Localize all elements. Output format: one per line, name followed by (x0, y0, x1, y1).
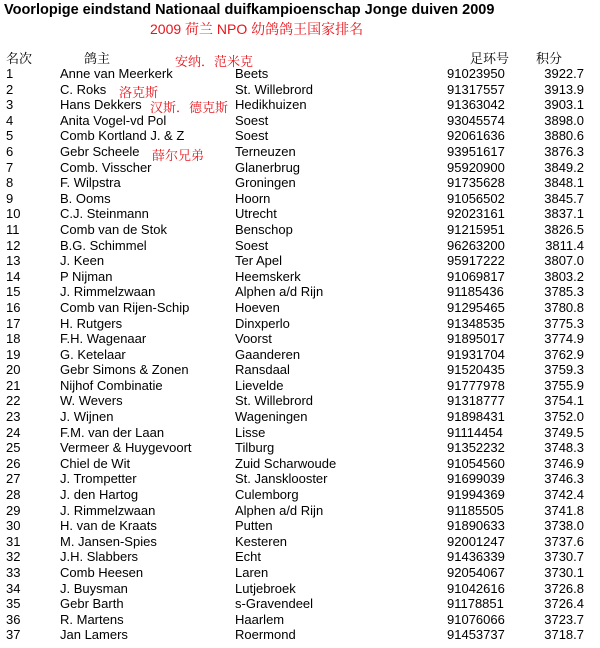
score-cell: 3742.4 (544, 487, 584, 503)
name-cell: G. Ketelaar (60, 346, 126, 362)
ring-cell: 91453737 (447, 627, 505, 643)
table-row (0, 627, 600, 643)
ring-cell: 91076066 (447, 611, 505, 627)
name-cell: Comb Kortland J. & Z (60, 128, 185, 144)
document-title: Voorlopige eindstand Nationaal duifkampioenschap Jonge duiven 2009 (4, 2, 495, 18)
ring-cell: 91352232 (447, 440, 505, 456)
annotation-header: 安纳．范米克 (175, 54, 254, 69)
name-cell: Comb van Rijen-Schip (60, 299, 190, 315)
rank-cell: 17 (6, 315, 21, 331)
name-cell: Jan Lamers (60, 627, 128, 643)
score-cell: 3898.0 (544, 112, 584, 128)
rank-cell: 22 (6, 393, 21, 409)
ring-cell: 91317557 (447, 81, 505, 97)
city-cell: Glanerbrug (235, 159, 301, 175)
score-cell: 3738.0 (544, 518, 584, 534)
name-cell: H. Rutgers (60, 315, 123, 331)
city-cell: Tilburg (235, 440, 275, 456)
table-row (0, 144, 600, 160)
rank-cell: 16 (6, 299, 21, 315)
ring-cell: 92001247 (447, 533, 505, 549)
header-rank: 名次 (6, 51, 33, 66)
name-cell: J. Buysman (60, 580, 128, 596)
table-row (0, 269, 600, 285)
name-cell: J.H. Slabbers (60, 549, 139, 565)
table-row (0, 425, 600, 441)
table-row (0, 518, 600, 534)
name-cell: Anita Vogel-vd Pol (60, 112, 167, 128)
table-header (0, 48, 600, 64)
score-cell: 3723.7 (544, 611, 584, 627)
name-cell: Comb van de Stok (60, 221, 167, 237)
city-cell: Hoeven (235, 299, 280, 315)
rank-cell: 6 (6, 143, 14, 159)
city-cell: Hedikhuizen (235, 97, 307, 113)
city-cell: s-Gravendeel (235, 596, 314, 612)
ring-cell: 91735628 (447, 175, 505, 191)
table-row (0, 66, 600, 82)
ring-cell: 91436339 (447, 549, 505, 565)
table-row (0, 378, 600, 394)
rank-cell: 35 (6, 596, 21, 612)
score-cell: 3741.8 (544, 502, 584, 518)
rank-cell: 31 (6, 533, 21, 549)
city-cell: Wageningen (235, 409, 308, 425)
name-cell: Hans Dekkers (60, 97, 142, 113)
score-cell: 3748.3 (544, 440, 584, 456)
annotation-row-6: 薛尔兄弟 (152, 148, 205, 163)
ring-cell: 91185436 (447, 284, 504, 300)
rank-cell: 8 (6, 175, 14, 191)
score-cell: 3737.6 (544, 533, 584, 549)
rank-cell: 30 (6, 518, 21, 534)
ring-cell: 91215951 (447, 221, 505, 237)
table-row (0, 238, 600, 254)
score-cell: 3759.3 (544, 362, 584, 378)
rank-cell: 20 (6, 362, 21, 378)
city-cell: Alphen a/d Rijn (235, 284, 324, 300)
city-cell: Terneuzen (235, 143, 296, 159)
city-cell: Hoorn (235, 190, 271, 206)
ring-cell: 91898431 (447, 409, 505, 425)
table-row (0, 128, 600, 144)
city-cell: Soest (235, 237, 269, 253)
annotation-row-3: 汉斯．德克斯 (150, 100, 229, 115)
score-cell: 3811.4 (545, 237, 584, 253)
score-cell: 3876.3 (544, 143, 584, 159)
ranking-table (0, 66, 600, 643)
table-row (0, 284, 600, 300)
name-cell: Anne van Meerkerk (60, 66, 173, 81)
name-cell: P Nijman (60, 268, 113, 284)
ring-cell: 92023161 (447, 206, 505, 222)
score-cell: 3807.0 (544, 253, 584, 269)
table-row (0, 503, 600, 519)
rank-cell: 37 (6, 627, 21, 643)
ring-cell: 91699039 (447, 471, 505, 487)
score-cell: 3726.4 (544, 596, 584, 612)
name-cell: J. Trompetter (60, 471, 137, 487)
ring-cell: 91069817 (447, 268, 505, 284)
city-cell: Gaanderen (235, 346, 301, 362)
score-cell: 3780.8 (544, 299, 584, 315)
city-cell: Lievelde (235, 377, 284, 393)
city-cell: Laren (235, 565, 269, 580)
table-row (0, 331, 600, 347)
city-cell: Lutjebroek (235, 580, 296, 596)
city-cell: Alphen a/d Rijn (235, 502, 324, 518)
city-cell: Ransdaal (235, 362, 290, 378)
score-cell: 3803.2 (544, 268, 584, 284)
score-cell: 3826.5 (544, 221, 584, 237)
city-cell: Zuid Scharwoude (235, 455, 337, 471)
name-cell: Comb Heesen (60, 565, 144, 580)
rank-cell: 28 (6, 487, 21, 503)
header-ring: 足环号 (470, 51, 510, 66)
ring-cell: 91363042 (447, 97, 505, 113)
score-cell: 3762.9 (544, 346, 584, 362)
ring-cell: 91931704 (447, 346, 505, 362)
table-row (0, 596, 600, 612)
name-cell: F.H. Wagenaar (60, 331, 147, 347)
city-cell: St. Jansklooster (235, 471, 328, 487)
name-cell: H. van de Kraats (60, 518, 157, 534)
name-cell: Gebr Barth (60, 596, 124, 612)
rank-cell: 24 (6, 424, 21, 440)
score-cell: 3718.7 (544, 627, 584, 643)
rank-cell: 12 (6, 237, 21, 253)
table-row (0, 612, 600, 628)
rank-cell: 27 (6, 471, 21, 487)
ring-cell: 91185505 (447, 502, 504, 518)
city-cell: Voorst (235, 331, 272, 347)
score-cell: 3848.1 (544, 175, 584, 191)
city-cell: Culemborg (235, 487, 299, 503)
table-row (0, 471, 600, 487)
rank-cell: 36 (6, 611, 21, 627)
rank-cell: 13 (6, 253, 21, 269)
name-cell: Chiel de Wit (60, 455, 131, 471)
city-cell: Dinxperlo (235, 315, 290, 331)
rank-cell: 10 (6, 206, 21, 222)
rank-cell: 2 (6, 81, 14, 97)
score-cell: 3749.5 (544, 424, 584, 440)
ring-cell: 93951617 (447, 143, 505, 159)
ring-cell: 91994369 (447, 487, 505, 503)
rank-cell: 3 (6, 97, 14, 113)
name-cell: F.M. van der Laan (60, 424, 165, 440)
table-row (0, 409, 600, 425)
table-row (0, 347, 600, 363)
city-cell: Ter Apel (235, 253, 282, 269)
table-row (0, 440, 600, 456)
city-cell: Echt (235, 549, 262, 565)
table-row (0, 222, 600, 238)
rank-cell: 18 (6, 331, 21, 347)
table-row (0, 300, 600, 316)
city-cell: Utrecht (235, 206, 277, 222)
score-cell: 3746.9 (544, 455, 584, 471)
ring-cell: 91295465 (447, 299, 505, 315)
score-cell: 3903.1 (544, 97, 584, 113)
rank-cell: 32 (6, 549, 21, 565)
city-cell: Roermond (235, 627, 296, 643)
table-row (0, 175, 600, 191)
name-cell: Gebr Scheele (60, 143, 140, 159)
rank-cell: 11 (6, 221, 20, 237)
rank-cell: 7 (6, 159, 14, 175)
score-cell: 3774.9 (544, 331, 584, 347)
score-cell: 3730.7 (544, 549, 584, 565)
table-row (0, 253, 600, 269)
city-cell: Benschop (235, 221, 293, 237)
rank-cell: 25 (6, 440, 21, 456)
rank-cell: 5 (6, 128, 14, 144)
rank-cell: 9 (6, 190, 14, 206)
city-cell: Groningen (235, 175, 296, 191)
table-row (0, 393, 600, 409)
ring-cell: 92054067 (447, 565, 505, 580)
name-cell: C.J. Steinmann (60, 206, 149, 222)
score-cell: 3755.9 (544, 377, 584, 393)
score-cell: 3785.3 (544, 284, 584, 300)
rank-cell: 21 (6, 377, 21, 393)
city-cell: Soest (235, 112, 269, 128)
score-cell: 3752.0 (544, 409, 584, 425)
city-cell: Kesteren (235, 533, 288, 549)
rank-cell: 29 (6, 502, 21, 518)
rank-cell: 1 (6, 66, 14, 81)
score-cell: 3880.6 (544, 128, 584, 144)
rank-cell: 4 (6, 112, 14, 128)
ring-cell: 96263200 (447, 237, 505, 253)
table-row (0, 487, 600, 503)
score-cell: 3726.8 (544, 580, 584, 596)
city-cell: Beets (235, 66, 269, 81)
score-cell: 3922.7 (544, 66, 584, 81)
table-row (0, 549, 600, 565)
name-cell: Gebr Simons & Zonen (60, 362, 189, 378)
city-cell: St. Willebrord (235, 393, 314, 409)
table-row (0, 97, 600, 113)
ring-cell: 91895017 (447, 331, 505, 347)
table-row (0, 362, 600, 378)
name-cell: W. Wevers (60, 393, 123, 409)
header-name: 鸽主 (84, 51, 111, 66)
score-cell: 3837.1 (544, 206, 584, 222)
table-row (0, 456, 600, 472)
table-row (0, 316, 600, 332)
rank-cell: 19 (6, 346, 21, 362)
table-row (0, 565, 600, 581)
table-row (0, 113, 600, 129)
table-row (0, 581, 600, 597)
name-cell: B. Ooms (60, 190, 111, 206)
name-cell: F. Wilpstra (60, 175, 121, 191)
ring-cell: 95917222 (447, 253, 505, 269)
ring-cell: 93045574 (447, 112, 505, 128)
table-row (0, 160, 600, 176)
name-cell: Vermeer & Huygevoort (60, 440, 192, 456)
city-cell: Putten (235, 518, 273, 534)
ring-cell: 91890633 (447, 518, 505, 534)
city-cell: St. Willebrord (235, 81, 314, 97)
ring-cell: 91023950 (447, 66, 505, 81)
ring-cell: 91056502 (447, 190, 505, 206)
header-score: 积分 (536, 51, 563, 66)
name-cell: J. Keen (60, 253, 105, 269)
rank-cell: 26 (6, 455, 21, 471)
ring-cell: 91777978 (447, 377, 505, 393)
ring-cell: 91054560 (447, 455, 505, 471)
ring-cell: 92061636 (447, 128, 505, 144)
rank-cell: 23 (6, 409, 21, 425)
name-cell: M. Jansen-Spies (60, 533, 157, 549)
score-cell: 3754.1 (544, 393, 584, 409)
name-cell: B.G. Schimmel (60, 237, 147, 253)
ring-cell: 91178851 (447, 596, 504, 612)
name-cell: J. Rimmelzwaan (60, 284, 156, 300)
ring-cell: 91042616 (447, 580, 505, 596)
table-row (0, 534, 600, 550)
table-row (0, 206, 600, 222)
table-row (0, 191, 600, 207)
city-cell: Lisse (235, 424, 266, 440)
table-row (0, 82, 600, 98)
annotation-row-2: 洛克斯 (119, 85, 159, 100)
ring-cell: 91318777 (447, 393, 505, 409)
rank-cell: 33 (6, 565, 21, 580)
name-cell: C. Roks (60, 81, 107, 97)
rank-cell: 14 (6, 268, 21, 284)
score-cell: 3849.2 (544, 159, 584, 175)
city-cell: Haarlem (235, 611, 285, 627)
rank-cell: 34 (6, 580, 21, 596)
name-cell: Nijhof Combinatie (60, 377, 163, 393)
name-cell: Comb. Visscher (60, 159, 152, 175)
document-subtitle: 2009 荷兰 NPO 幼鸽鸽王国家排名 (150, 21, 364, 37)
city-cell: Soest (235, 128, 269, 144)
score-cell: 3913.9 (544, 81, 584, 97)
score-cell: 3730.1 (544, 565, 584, 580)
ring-cell: 91114454 (447, 424, 503, 440)
name-cell: J. den Hartog (60, 487, 139, 503)
ring-cell: 91348535 (447, 315, 505, 331)
score-cell: 3746.3 (544, 471, 584, 487)
ring-cell: 91520435 (447, 362, 505, 378)
rank-cell: 15 (6, 284, 21, 300)
ring-cell: 95920900 (447, 159, 505, 175)
name-cell: J. Wijnen (60, 409, 114, 425)
score-cell: 3775.3 (544, 315, 584, 331)
score-cell: 3845.7 (544, 190, 584, 206)
city-cell: Heemskerk (235, 268, 301, 284)
name-cell: J. Rimmelzwaan (60, 502, 156, 518)
name-cell: R. Martens (60, 611, 124, 627)
